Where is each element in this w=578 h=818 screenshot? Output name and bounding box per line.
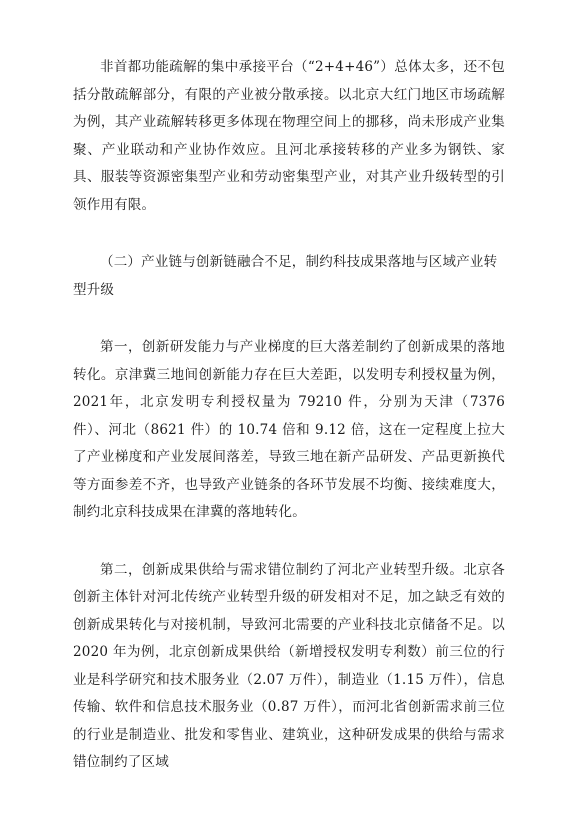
section-heading-2: （二）产业链与创新链融合不足，制约科技成果落地与区域产业转型升级 [73,254,498,298]
paragraph-second-point: 第二，创新成果供给与需求错位制约了河北产业转型升级。北京各创新主体针对河北传统产业转型升级的研发相对不足，加之缺乏有效的创新成果转化与对接机制，导致河北需要的产业科技北京储备不足。以 2020 年为例，北京创新成果供给（新增授权发明专利数）前三位的行业是科学研究和技术服务业（2.07 万件），制造业（1.15 万件），信息传输、软件和信息技术服务业（0.87 万件），而河北省创新需求前三位的行业是制造业、批发和零售业、建筑业，这种研发成果的供给与需求错位制约了区域 [73,561,505,770]
document-page [73,54,505,777]
paragraph-decentralization: 非首都功能疏解的集中承接平台（“2+4+46”）总体太多，还不包括分散疏解部分，有限的产业被分散承接。以北京大红门地区市场疏解为例，其产业疏解转移更多体现在物理空间上的挪移，尚未形成产业集聚、产业联动和产业协作效应。且河北承接转移的产业多为钢铁、家具、服装等资源密集型产业和劳动密集型产业，对其产业升级转型的引领作用有限。 [73,59,505,213]
paragraph-first-point: 第一，创新研发能力与产业梯度的巨大落差制约了创新成果的落地转化。京津冀三地间创新能力存在巨大差距，以发明专利授权量为例，2021年，北京发明专利授权量为 79210 件，分别为天津（7376 件）、河北（8621 件）的 10.74 倍和 9.12 倍，这在一定程度上拉大了产业梯度和产业发展间落差，导致三地在新产品研发、产品更新换代等方面参差不齐，也导致产业链条的各环节发展不均衡、接续难度大，制约北京科技成果在津冀的落地转化。 [73,339,505,520]
